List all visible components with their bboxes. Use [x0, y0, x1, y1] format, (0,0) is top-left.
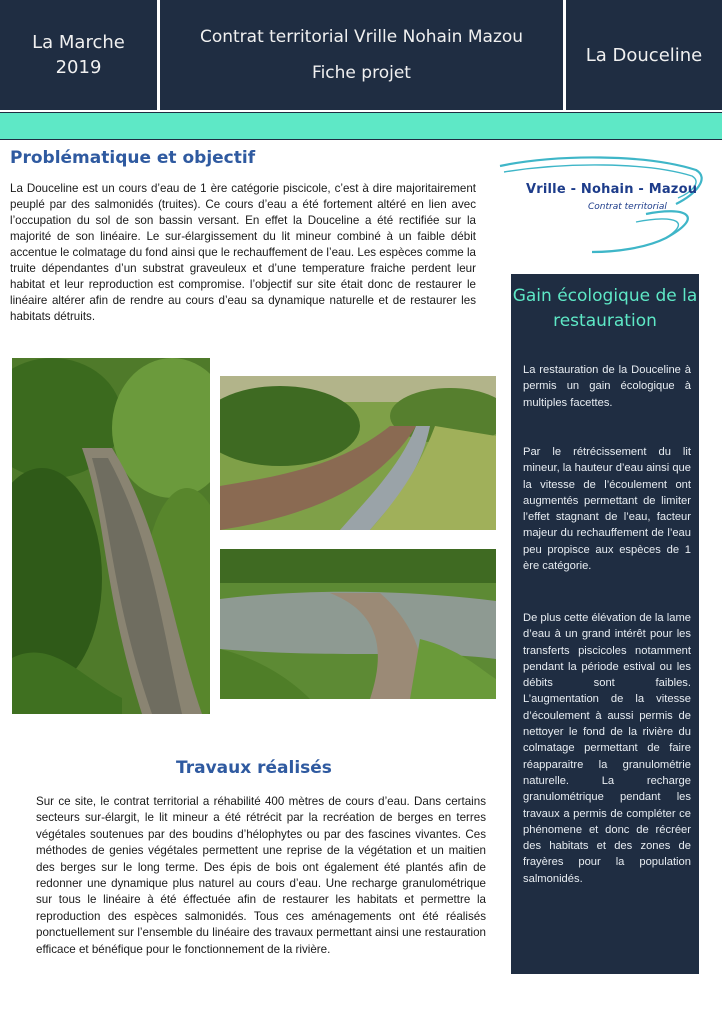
header-site-name: La Douceline: [585, 44, 703, 66]
logo-subtitle: Contrat territorial: [588, 202, 667, 212]
accent-band: [0, 112, 722, 140]
header-location: La Marche: [32, 32, 125, 53]
photo-stream-pool: [220, 549, 496, 699]
logo: [496, 152, 710, 262]
panel-paragraph: La restauration de la Douceline à permis un gain écologique à multiples facettes.: [523, 364, 691, 409]
ecological-gain-panel: [511, 274, 699, 974]
header-title: Contrat territorial Vrille Nohain Mazou: [199, 27, 524, 47]
header-year: 2019: [55, 57, 102, 78]
panel-title: Gain écologique de la restauration: [512, 286, 698, 331]
problem-heading: Problématique et objectif: [10, 148, 256, 168]
header-date-box: [0, 0, 157, 110]
header-subtitle: Fiche projet: [312, 63, 411, 83]
panel-paragraph: Par le rétrécissement du lit mineur, la hauteur d’eau ainsi que la vitesse de l’écoulement ont augmentés permettant de limiter l’effet stagnant de l’eau, facteur majeur du rechauffement de l’eau peu propisce aux espèces de 1 ère catégorie.: [523, 446, 691, 573]
panel-paragraph: De plus cette élévation de la lame d’eau à un grand intérêt pour les transferts piscicoles notamment pendant la période estival ou les débits sont faibles. L’augmentation de la vitesse d’écoulement à aussi permis de nettoyer le fond de la rivière du colmatage permettant de faire réapparaitre la granulométrie naturelle. La recharge granulométrique pendant les travaux a permis de compléter ce phénomene et donc de récréer des habitats et des zones de frayères pour la population salmonidés.: [523, 612, 691, 885]
photo-stream-banks: [220, 376, 496, 530]
header-title-box: [160, 0, 563, 110]
problem-text: La Douceline est un cours d’eau de 1 ère catégorie piscicole, c’est à dire majoritairement peuplé par des salmonidés (truites). Ce cours d’eau a été fortement altéré en lien avec l’occupation du sol de son bassin versant. En effet la Douceline a été rectifiée sur la majorité de son linéaire. Le sur-élargissement du lit mineur combiné à un faible débit accentue le colmatage du fond ainsi que le rechauffement de l’eau. Les espèces comme la truite dépendantes d’un substrat graveuleux et d’une temperature fraiche perdent leur habitat et leur reproduction est compromise. l’objectif sur site était donc de restaurer le linéaire altérer afin de rendre au cours d’eau sa dynamique naturelle et de restaurer les habitats détruits.: [10, 182, 476, 323]
header-site-box: [566, 0, 722, 110]
works-heading: Travaux réalisés: [176, 758, 332, 778]
photo-stream-vertical: [12, 358, 210, 714]
works-text: Sur ce site, le contrat territorial a réhabilité 400 mètres de cours d’eau. Dans certains secteurs sur-élargit, le lit mineur a été rétrécit par la recréation de berges en terres végétales soutenues par des boudins d’hélophytes ou par des fascines vivantes. Ces méthodes de genies végétales permettent une reprise de la végétation et un maitien des berges sur le long terme. Des épis de bois ont également été plantés afin de redonner une dynamique plus naturel au cours d’eau. Une recharge granulométrique sur tous le linéaire à été éffectuée afin de restaurer les habitats et permettre la reproduction des espèces salmonidés. Tous ces aménagements ont été réalisés ponctuellement sur l’ensemble du linéaire des travaux permettant ainsi une restauration efficace et bénéfique pour le fonctionnement de la rivière.: [36, 795, 486, 956]
logo-title: Vrille - Nohain - Mazou: [526, 182, 698, 197]
